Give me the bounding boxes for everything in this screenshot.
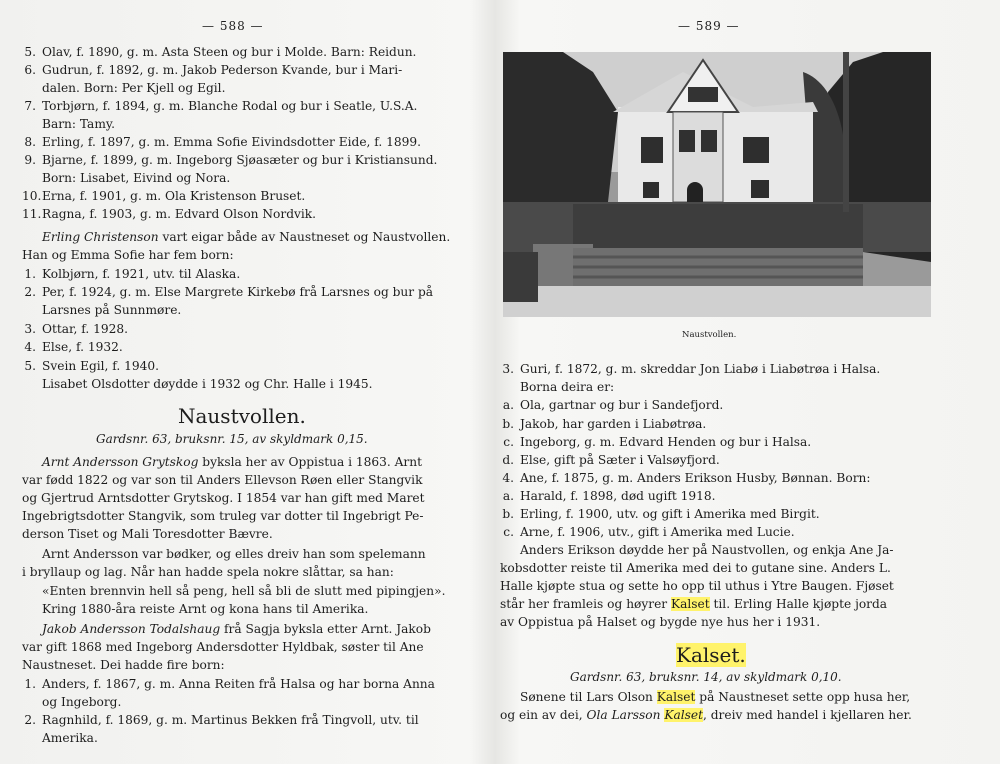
list-item: og Ingeborg. (42, 695, 122, 709)
list-item: Borna deira er: (520, 380, 615, 394)
page-number: — 588 — (202, 19, 264, 33)
list-item: 7. Torbjørn, f. 1894, g. m. Blanche Rodal og bur i Seatle, U.S.A. (24, 99, 418, 113)
list-item: Amerika. (42, 731, 98, 745)
paragraph-line: Jakob Andersson Todalshaug frå Sagja byksla etter Arnt. Jakob (42, 622, 431, 636)
list-item: 11.Ragna, f. 1903, g. m. Edvard Olson Nordvik. (22, 207, 317, 221)
section-title: Naustvollen. (178, 404, 306, 428)
paragraph-line: Kring 1880-åra reiste Arnt og kona hans til Amerika. (42, 602, 369, 616)
list-item: c. Ingeborg, g. m. Edvard Henden og bur i Halsa. (503, 435, 812, 449)
photo-caption: Naustvollen. (682, 330, 737, 340)
list-item: 2. Per, f. 1924, g. m. Else Margrete Kirkebø frå Larsnes og bur på (24, 285, 434, 299)
list-item: 6. Gudrun, f. 1892, g. m. Jakob Pederson Kvande, bur i Mari- (24, 63, 403, 77)
paragraph-line: kobsdotter reiste til Amerika med dei to gutane sine. Anders L. (500, 561, 891, 575)
left-page (0, 0, 490, 764)
paragraph-line: Arnt Andersson var bødker, og elles dreiv han som spelemann (42, 547, 426, 561)
section-subtitle: Gardsnr. 63, bruksnr. 15, av skyldmark 0,15. (96, 432, 368, 446)
list-item: Born: Lisabet, Eivind og Nora. (42, 171, 231, 185)
list-item: b. Jakob, har garden i Liabøtrøa. (502, 417, 707, 431)
search-highlight: Kalset (671, 597, 710, 611)
page-number: — 589 — (678, 19, 740, 33)
list-item: 4. Ane, f. 1875, g. m. Anders Erikson Husby, Bønnan. Born: (502, 471, 871, 485)
list-item: b. Erling, f. 1900, utv. og gift i Amerika med Birgit. (502, 507, 820, 521)
list-item: Larsnes på Sunnmøre. (42, 303, 182, 317)
paragraph-line: var gift 1868 med Ingeborg Andersdotter Hyldbak, søster til Ane (22, 640, 424, 654)
paragraph-line: og Gjertrud Arntsdotter Grytskog. I 1854 var han gift med Maret (22, 491, 425, 505)
search-highlight: Kalset (656, 690, 696, 704)
paragraph-line: Halle kjøpte stua og sette ho opp til uthus i Ytre Baugen. Fjøset (500, 579, 894, 593)
quote-line: «Enten brennvin hell så peng, hell så bli de slutt med pipingjen». (42, 584, 446, 598)
paragraph-line: Erling Christenson vart eigar både av Naustneset og Naustvollen. (42, 230, 451, 244)
list-item: 3. Ottar, f. 1928. (24, 322, 129, 336)
list-item: 10.Erna, f. 1901, g. m. Ola Kristenson Bruset. (22, 189, 306, 203)
paragraph-line: i bryllaup og lag. Når han hadde spela nokre slåttar, sa han: (22, 565, 394, 579)
list-item: 5. Svein Egil, f. 1940. (24, 359, 160, 373)
paragraph-line: Ingebrigtsdotter Stangvik, som truleg var dotter til Ingebrigt Pe- (22, 509, 424, 523)
paragraph-line: Arnt Andersson Grytskog byksla her av Oppistua i 1863. Arnt (42, 455, 423, 469)
paragraph-line: Han og Emma Sofie har fem born: (22, 248, 234, 262)
paragraph-line: Sønene til Lars Olson Kalset på Naustneset sette opp husa her, (520, 690, 911, 704)
list-item: a. Ola, gartnar og bur i Sandefjord. (502, 398, 724, 412)
paragraph-line: står her framleis og høyrer Kalset til. Erling Halle kjøpte jorda (500, 597, 888, 611)
paragraph-line: og ein av dei, Ola Larsson Kalset, dreiv med handel i kjellaren her. (500, 708, 912, 722)
list-item: c. Arne, f. 1906, utv., gift i Amerika med Lucie. (503, 525, 795, 539)
list-item: 4. Else, f. 1932. (24, 340, 123, 354)
right-page (500, 0, 1000, 764)
paragraph-line: var fødd 1822 og var son til Anders Ellevson Røen eller Stangvik (22, 473, 423, 487)
list-item: dalen. Born: Per Kjell og Egil. (42, 81, 226, 95)
list-item: 1. Kolbjørn, f. 1921, utv. til Alaska. (24, 267, 241, 281)
list-item: 9. Bjarne, f. 1899, g. m. Ingeborg Sjøasæter og bur i Kristiansund. (24, 153, 438, 167)
list-item: 3. Guri, f. 1872, g. m. skreddar Jon Liabø i Liabøtrøa i Halsa. (502, 362, 881, 376)
search-highlight: Kalset. (676, 643, 746, 667)
list-item: 2. Ragnhild, f. 1869, g. m. Martinus Bekken frå Tingvoll, utv. til (24, 713, 419, 727)
paragraph-line: derson Tiset og Mali Toresdotter Bævre. (22, 527, 273, 541)
list-item: 1. Anders, f. 1867, g. m. Anna Reiten frå Halsa og har borna Anna (24, 677, 435, 691)
paragraph-line: av Oppistua på Halset og bygde nye hus her i 1931. (500, 615, 821, 629)
section-subtitle: Gardsnr. 63, bruksnr. 14, av skyldmark 0,10. (570, 670, 842, 684)
paragraph-line: Naustneset. Dei hadde fire born: (22, 658, 225, 672)
list-item: Barn: Tamy. (42, 117, 116, 131)
section-title (676, 643, 746, 667)
search-highlight: Kalset (664, 708, 703, 722)
paragraph-line: Anders Erikson døydde her på Naustvollen, og enkja Ane Ja- (520, 543, 894, 557)
house-photo (503, 52, 931, 317)
list-item: a. Harald, f. 1898, død ugift 1918. (502, 489, 716, 503)
list-item: d. Else, gift på Sæter i Valsøyfjord. (502, 453, 720, 467)
list-item: 8. Erling, f. 1897, g. m. Emma Sofie Eivindsdotter Eide, f. 1899. (24, 135, 422, 149)
list-item: 5. Olav, f. 1890, g. m. Asta Steen og bur i Molde. Barn: Reidun. (24, 45, 417, 59)
paragraph-line: Lisabet Olsdotter døydde i 1932 og Chr. Halle i 1945. (42, 377, 373, 391)
